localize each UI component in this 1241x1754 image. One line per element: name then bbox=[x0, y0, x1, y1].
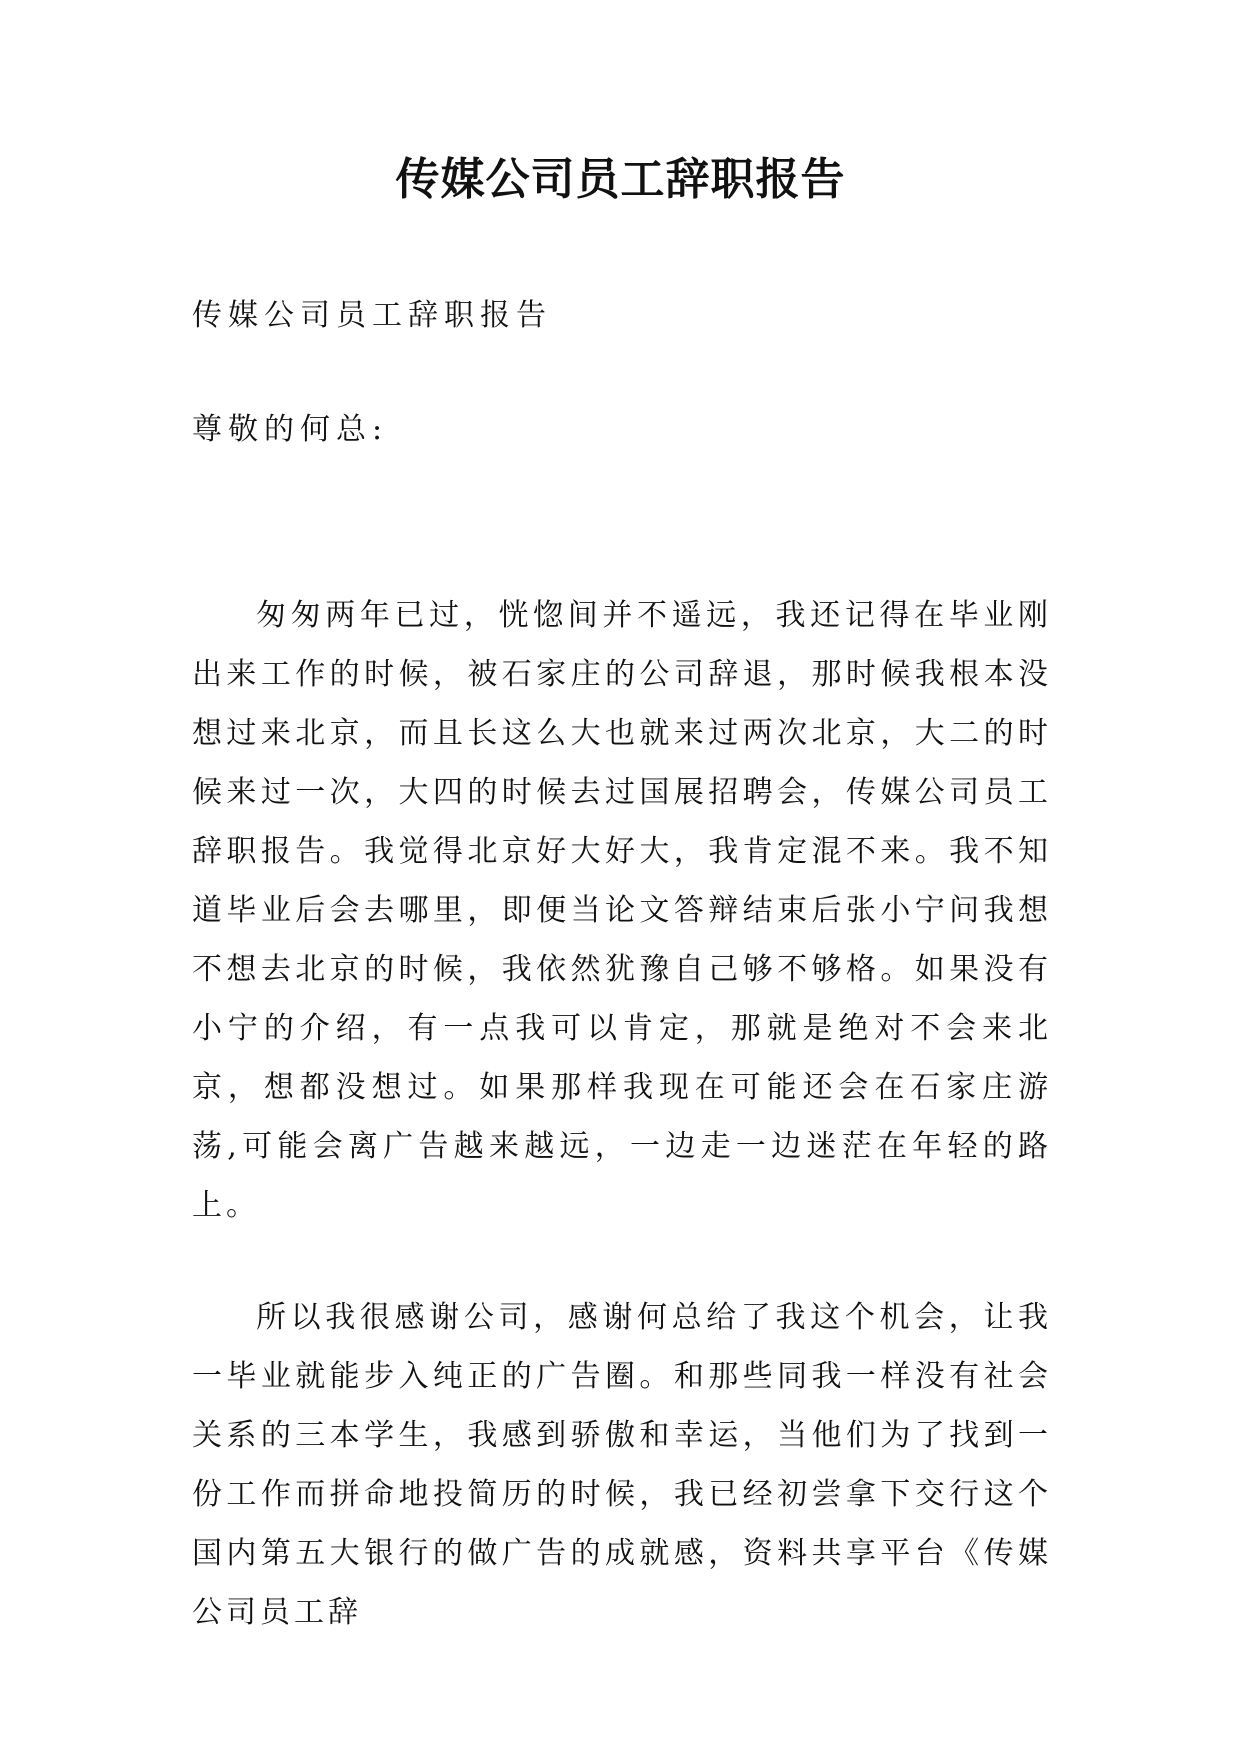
body-paragraph: 所以我很感谢公司，感谢何总给了我这个机会，让我一毕业就能步入纯正的广告圈。和那些同我一样没有社会关系的三本学生，我感到骄傲和幸运，当他们为了找到一份工作而拼命地投简历的时候，我已经初尝拿下交行这个国内第五大银行的做广告的成就感，资料共享平台《传媒公司员工辞 bbox=[192, 1300, 1052, 1630]
document-title: 传媒公司员工辞职报告 bbox=[395, 154, 846, 205]
salutation: 尊敬的何总: bbox=[192, 412, 389, 447]
document-subtitle: 传媒公司员工辞职报告 bbox=[192, 298, 552, 333]
body-paragraph: 匆匆两年已过，恍惚间并不遥远，我还记得在毕业刚出来工作的时候，被石家庄的公司辞退，那时候我根本没想过来北京，而且长这么大也就来过两次北京，大二的时候来过一次，大四的时候去过国展招聘会，传媒公司员工辞职报告。我觉得北京好大好大，我肯定混不来。我不知道毕业后会去哪里，即便当论文答辩结束后张小宁问我想不想去北京的时候，我依然犹豫自己够不够格。如果没有小宁的介绍，有一点我可以肯定，那就是绝对不会来北京，想都没想过。如果那样我现在可能还会在石家庄游荡,可能会离广告越来越远，一边走一边迷茫在年轻的路上。 bbox=[192, 598, 1052, 1223]
